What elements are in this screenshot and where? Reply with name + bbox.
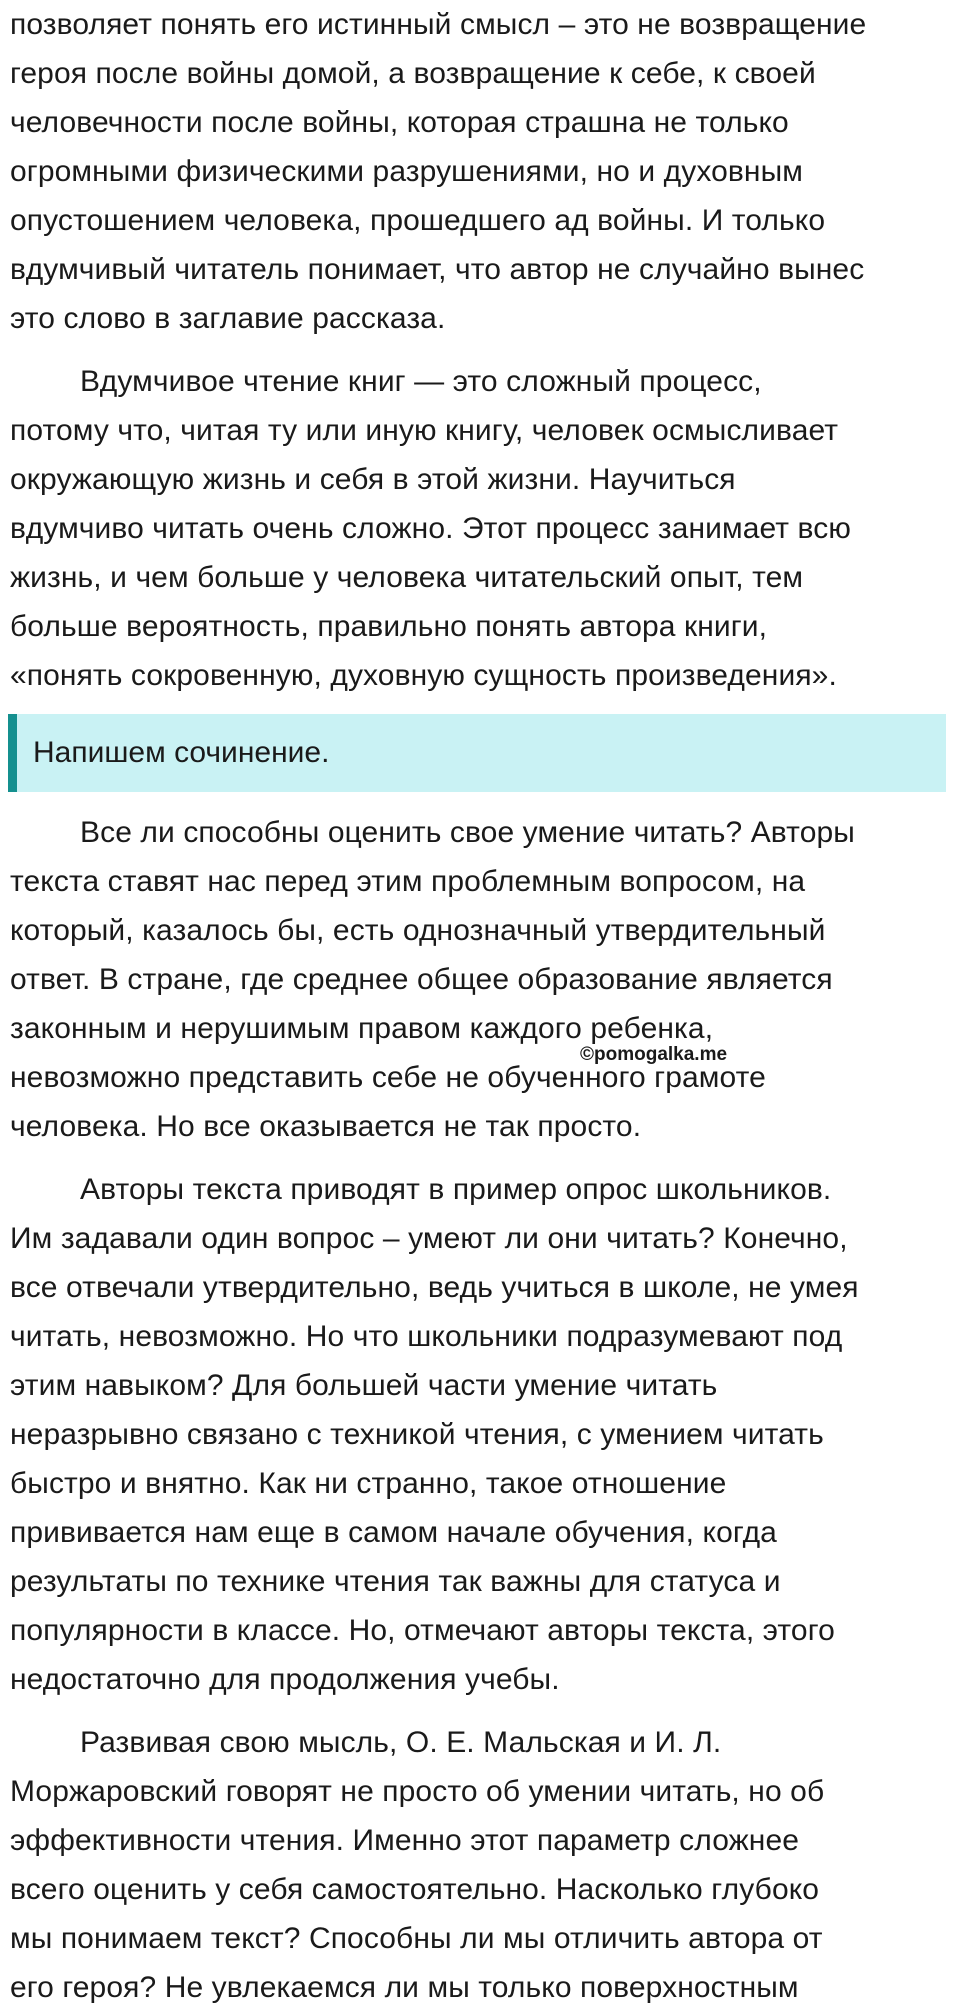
text-line: Моржаровский говорят не просто об умении читать, но об [10,1775,825,1808]
text-line: эффективности чтения. Именно этот параметр сложнее [10,1824,800,1857]
paragraph-essay-intro [10,808,950,1151]
text-line: результаты по технике чтения так важны для статуса и [10,1565,781,1598]
text-line: Все ли способны оценить свое умение читать? Авторы [80,816,855,849]
text-line: героя после войны домой, а возвращение к себе, к своей [10,57,816,90]
text-line: Развивая свою мысль, О. Е. Мальская и И. Л. [80,1726,722,1759]
text-line: этим навыком? Для большей части умение читать [10,1369,718,1402]
text-line: все отвечали утвердительно, ведь учиться в школе, не умея [10,1271,859,1304]
text-line: жизнь, и чем больше у человека читательский опыт, тем [10,561,804,594]
text-line: недостаточно для продолжения учебы. [10,1663,560,1696]
text-line: больше вероятность, правильно понять автора книги, [10,610,768,643]
text-line: «понять сокровенную, духовную сущность произведения». [10,659,837,692]
text-line: человечности после войны, которая страшна не только [10,106,789,139]
paragraph-efficiency [10,1718,950,2009]
text-line: опустошением человека, прошедшего ад войны. И только [10,204,826,237]
text-line: законным и нерушимым правом каждого ребенка, [10,1012,714,1045]
text-line: прививается нам еще в самом начале обучения, когда [10,1516,777,1549]
text-line: ответ. В стране, где среднее общее образование является [10,963,833,996]
text-line: окружающую жизнь и себя в этой жизни. Научиться [10,463,736,496]
paragraph-reading [10,357,950,700]
text-line: потому что, читая ту или иную книгу, человек осмысливает [10,414,839,447]
callout-heading: Напишем сочинение. [33,736,330,769]
text-line: который, казалось бы, есть однозначный утвердительный [10,914,826,947]
text-line: мы понимаем текст? Способны ли мы отличить автора от [10,1922,823,1955]
text-line: невозможно представить себе не обученного грамоте [10,1061,766,1094]
watermark: ©pomogalka.me [580,1044,728,1065]
text-line: человека. Но все оказывается не так просто. [10,1110,642,1143]
text-line: вдумчиво читать очень сложно. Этот процесс занимает всю [10,512,851,545]
text-line: быстро и внятно. Как ни странно, такое отношение [10,1467,727,1500]
text-line: позволяет понять его истинный смысл – это не возвращение [10,8,867,41]
text-line: текста ставят нас перед этим проблемным вопросом, на [10,865,806,898]
text-line: огромными физическими разрушениями, но и духовным [10,155,803,188]
text-line: читать, невозможно. Но что школьники подразумевают под [10,1320,843,1353]
text-line: Авторы текста приводят в пример опрос школьников. [80,1173,832,1206]
essay-callout [8,714,946,792]
text-line: это слово в заглавие рассказа. [10,302,446,335]
text-line: Вдумчивое чтение книг — это сложный процесс, [80,365,762,398]
text-line: всего оценить у себя самостоятельно. Насколько глубоко [10,1873,820,1906]
text-line: Им задавали один вопрос – умеют ли они читать? Конечно, [10,1222,848,1255]
text-line: неразрывно связано с техникой чтения, с умением читать [10,1418,824,1451]
paragraph-continuation [10,0,950,343]
text-line: популярности в классе. Но, отмечают авторы текста, этого [10,1614,835,1647]
paragraph-survey [10,1165,950,1704]
text-line: его героя? Не увлекаемся ли мы только поверхностным [10,1971,799,2004]
text-line: вдумчивый читатель понимает, что автор не случайно вынес [10,253,865,286]
